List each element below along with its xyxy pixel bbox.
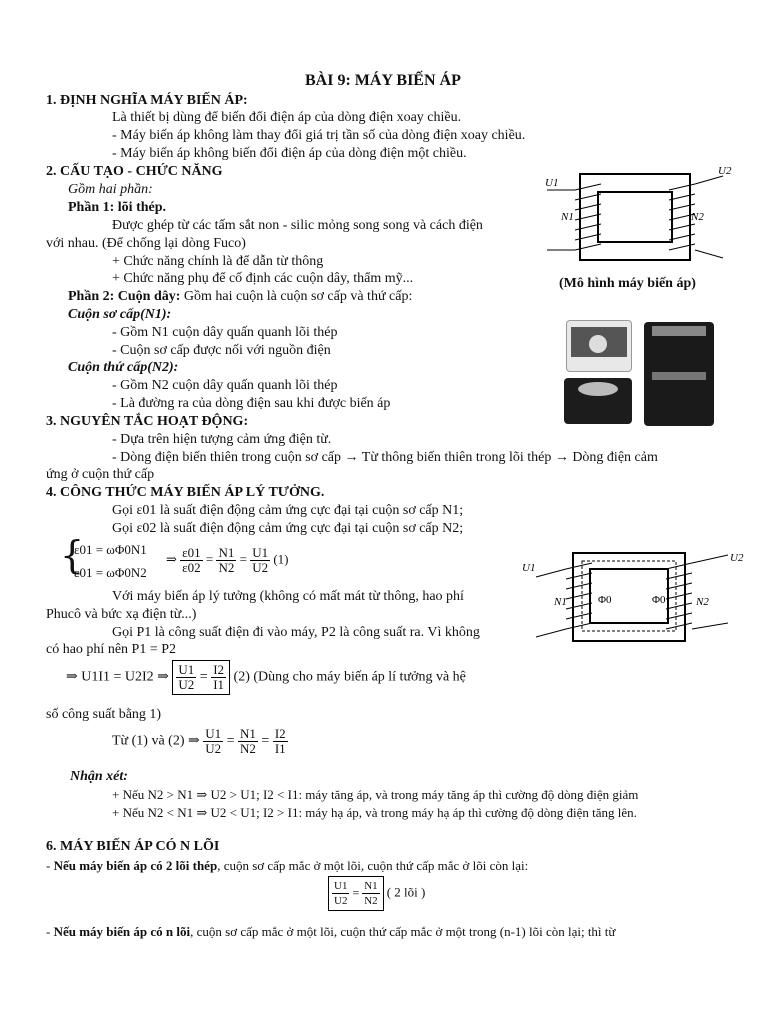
equation-3: Từ (1) và (2) ⇒ $\frac{U1}{U2}$ = $\frac{N1}{N2}$ = $\frac{I2}{I1}$ (112, 726, 286, 756)
part2-line (68, 288, 412, 305)
secondary-line: - Là đường ra của dòng điện sau khi được biến áp (112, 396, 391, 411)
s4-line: Với máy biến áp lý tưởng (không có mất mát từ thông, hao phí (112, 589, 464, 604)
remark-line: + Nếu N2 < N1 ⇒ U2 < U1; I2 > I1: máy hạ áp, và trong máy hạ áp thì cường độ dòng điện tăng lên. (112, 805, 637, 820)
s1-line: - Máy biến áp không làm thay đổi giá trị tần số của dòng điện xoay chiều. (112, 128, 526, 143)
section-1-heading: 1. ĐỊNH NGHĨA MÁY BIẾN ÁP: (46, 93, 248, 108)
secondary-line: - Gồm N2 cuộn dây quấn quanh lõi thép (112, 378, 338, 393)
phi0-label: Φ0 (652, 594, 666, 606)
equation-2: ⇒ U1I1 = U2I2 ⇒ $\frac{U1}{U2}$ = $\frac{I2}{I1}$ (2) (Dùng cho máy biến áp lí tưởng và hệ (66, 660, 466, 695)
N1-label: N1 (554, 596, 567, 608)
s3-line: - Dòng điện biến thiên trong cuộn sơ cấp → Từ thông biến thiên trong lõi thép → Dòng điện cảm (112, 450, 658, 465)
N2-label: N2 (696, 596, 709, 608)
s3-line: - Dựa trên hiện tượng cảm ứng điện từ. (112, 432, 332, 447)
part2-label: Phần 2: Cuộn dây: (68, 289, 181, 304)
s6-line-2: - Nếu máy biến áp có n lõi, cuộn sơ cấp mắc ở một lõi, cuộn thứ cấp mắc ở một trong (n-1) lõi còn lại; thì từ (46, 924, 616, 939)
part1-label: Phần 1: lõi thép. (68, 200, 167, 215)
s4-line: số công suất bằng 1) (46, 707, 162, 722)
s6-formula: $\frac{U1}{U2}$ = $\frac{N1}{N2}$ ( 2 lõi ) (328, 876, 425, 911)
s1-line: - Máy biến áp không biến đổi điện áp của dòng điện một chiều. (112, 146, 467, 161)
s4-line: Phucô và bức xạ điện từ...) (46, 607, 197, 622)
remark-line: + Nếu N2 > N1 ⇒ U2 > U1; I2 < I1: máy tăng áp, và trong máy tăng áp thì cường độ dòng điện giảm (112, 787, 639, 802)
U1-label: U1 (545, 177, 559, 189)
s4-line: Gọi ε02 là suất điện động cảm ứng cực đại tại cuộn sơ cấp N2; (112, 521, 464, 536)
part1-desc2: với nhau. (Để chống lại dòng Fuco) (46, 236, 246, 251)
equation-1: ⇒ $\frac{\varepsilon 01}{\varepsilon 02}$ = $\frac{N1}{N2}$ = $\frac{U1}{U2}$ (1) (166, 545, 289, 575)
variac-photo-2 (564, 378, 632, 424)
s3-line: ứng ở cuộn thứ cấp (46, 467, 155, 482)
section-3-heading: 3. NGUYÊN TẮC HOẠT ĐỘNG: (46, 414, 249, 429)
s2-intro: Gồm hai phần: (68, 182, 153, 197)
s1-line: Là thiết bị dùng để biến đổi điện áp của dòng điện xoay chiều. (112, 110, 462, 125)
part1-func2: + Chức năng phụ để cố định các cuộn dây, thẩm mỹ... (112, 271, 414, 286)
primary-line: - Gồm N1 cuộn dây quấn quanh lõi thép (112, 325, 338, 340)
part1-desc: Được ghép từ các tấm sắt non - silic mỏng song song và cách điện (112, 218, 483, 233)
primary-line: - Cuộn sơ cấp được nối với nguồn điện (112, 343, 331, 358)
remark-label: Nhận xét: (70, 769, 128, 784)
part2-desc: Gồm hai cuộn là cuộn sơ cấp và thứ cấp: (183, 289, 413, 304)
s4-line: Gọi ε01 là suất điện động cảm ứng cực đại tại cuộn sơ cấp N1; (112, 503, 464, 518)
equation-brace: { (60, 533, 85, 577)
phi0-label: Φ0 (598, 594, 612, 606)
section-2-heading: 2. CẤU TẠO - CHỨC NĂNG (46, 164, 223, 179)
figure-caption: (Mô hình máy biến áp) (559, 276, 696, 291)
eq1b: ε01 = ωΦ0N2 (74, 565, 147, 580)
N2-label: N2 (691, 211, 704, 223)
s4-line: Gọi P1 là công suất điện đi vào máy, P2 là công suất ra. Vì không (112, 625, 480, 640)
transformer-diagram-1 (535, 162, 745, 272)
U2-label: U2 (730, 552, 744, 564)
U1-label: U1 (522, 562, 536, 574)
U2-label: U2 (718, 165, 732, 177)
section-4-heading: 4. CÔNG THỨC MÁY BIẾN ÁP LÝ TƯỞNG. (46, 485, 325, 500)
transformer-diagram-2 (518, 547, 748, 647)
primary-coil-label: Cuộn sơ cấp(N1): (68, 307, 172, 322)
s4-line: có hao phí nên P1 = P2 (46, 642, 176, 657)
N1-label: N1 (561, 211, 574, 223)
secondary-coil-label: Cuộn thứ cấp(N2): (68, 360, 179, 375)
part1-func1: + Chức năng chính là để dẫn từ thông (112, 254, 324, 269)
variac-photo-1 (566, 320, 632, 372)
variac-photo-3 (644, 322, 714, 426)
eq1a: ε01 = ωΦ0N1 (74, 542, 147, 557)
s6-line-1: - Nếu máy biến áp có 2 lõi thép, cuộn sơ cấp mắc ở một lõi, cuộn thứ cấp mắc ở lõi còn lại: (46, 858, 529, 873)
page-title: BÀI 9: MÁY BIẾN ÁP (305, 72, 461, 89)
section-6-heading: 6. MÁY BIẾN ÁP CÓ N LÕI (46, 839, 220, 854)
